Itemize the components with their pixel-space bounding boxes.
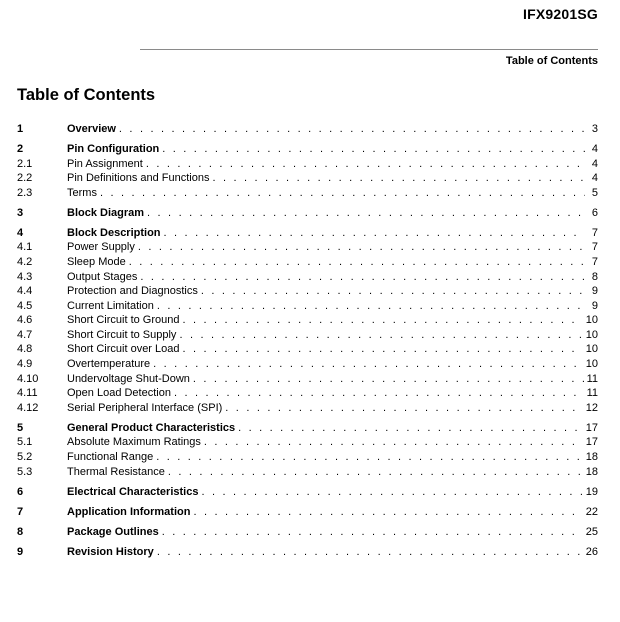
toc-entry-title[interactable]: Terms [67,186,97,199]
toc-entry-page[interactable]: 9 [591,299,598,312]
toc-entry-page[interactable]: 18 [585,465,598,478]
toc-entry-page[interactable]: 4 [591,157,598,170]
toc-section-entry[interactable] [17,386,598,401]
toc-entry-title[interactable]: Functional Range [67,451,154,464]
toc-entry-title[interactable]: Block Diagram [67,206,145,219]
toc-section-entry[interactable] [17,357,598,372]
toc-entry-page[interactable]: 9 [591,285,598,298]
toc-entry-title[interactable]: Short Circuit over Load [67,343,180,356]
toc-dot-leader [193,505,582,520]
toc-dot-leader [179,328,582,343]
toc-dot-leader [140,270,585,285]
toc-chapter-entry[interactable] [17,505,598,520]
toc-dot-leader [174,386,584,401]
toc-entry-page[interactable]: 4 [591,172,598,185]
toc-dot-leader [204,435,583,450]
toc-entry-title[interactable]: Revision History [67,545,154,558]
toc-entry-title[interactable]: Pin Definitions and Functions [67,172,210,185]
toc-dot-leader [201,485,582,500]
toc-entry-number: 5.1 [17,436,33,449]
toc-section-entry[interactable] [17,171,598,186]
toc-dot-leader [238,421,583,436]
toc-section-entry[interactable] [17,255,598,270]
toc-entry-page[interactable]: 12 [585,401,598,414]
toc-dot-leader [157,299,585,314]
toc-section-entry[interactable] [17,270,598,285]
toc-entry-number: 4.3 [17,270,33,283]
header-divider [140,49,598,50]
toc-entry-page[interactable]: 6 [591,206,598,219]
toc-entry-page[interactable]: 10 [585,328,598,341]
toc-chapter-entry[interactable] [17,206,598,221]
toc-entry-title[interactable]: Undervoltage Shut-Down [67,372,190,385]
toc-dot-leader [156,450,583,465]
toc-entry-number: 2.1 [17,157,33,170]
toc-section-entry[interactable] [17,186,598,201]
toc-entry-title[interactable]: Package Outlines [67,525,159,538]
toc-entry-number: 3 [17,206,24,219]
header-section-label: Table of Contents [505,55,598,67]
toc-dot-leader [168,465,583,480]
toc-entry-number: 2.2 [17,172,33,185]
toc-entry-page[interactable]: 7 [591,241,598,254]
document-id: IFX9201SG [523,6,598,22]
toc-entry-title[interactable]: Block Description [67,226,161,239]
toc-entry-title[interactable]: Pin Assignment [67,157,143,170]
toc-section-entry[interactable] [17,435,598,450]
toc-entry-number: 4.5 [17,299,33,312]
toc-entry-page[interactable]: 10 [585,358,598,371]
toc-entry-title[interactable]: Thermal Resistance [67,465,165,478]
toc-chapter-entry[interactable] [17,485,598,500]
toc-entry-number: 9 [17,545,24,558]
toc-entry-title[interactable]: General Product Characteristics [67,421,236,434]
toc-section-entry[interactable] [17,342,598,357]
toc-entry-page[interactable]: 11 [586,387,598,400]
toc-entry-title[interactable]: Output Stages [67,270,138,283]
toc-entry-page[interactable]: 18 [585,451,598,464]
toc-entry-number: 8 [17,525,24,538]
toc-entry-number: 4.7 [17,328,33,341]
toc-entry-page[interactable]: 25 [585,525,598,538]
toc-entry-number: 4.11 [17,387,38,400]
toc-entry-title[interactable]: Pin Configuration [67,142,160,155]
toc-entry-page[interactable]: 22 [585,505,598,518]
toc-entry-number: 5.3 [17,465,33,478]
toc-dot-leader [146,157,585,172]
toc-entry-page[interactable]: 26 [585,545,598,558]
toc-entry-title[interactable]: Absolute Maximum Ratings [67,436,201,449]
toc-entry-page[interactable]: 4 [591,142,598,155]
toc-chapter-entry[interactable] [17,525,598,540]
toc-dot-leader [183,342,583,357]
toc-entry-page[interactable]: 7 [591,255,598,268]
toc-dot-leader [100,186,585,201]
toc-section-entry[interactable] [17,372,598,387]
toc-dot-leader [157,545,583,560]
toc-section-entry[interactable] [17,465,598,480]
toc-entry-page[interactable]: 10 [585,314,598,327]
toc-dot-leader [129,255,585,270]
toc-entry-number: 4.1 [17,241,33,254]
toc-dot-leader [147,206,585,221]
toc-entry-number: 4 [17,226,24,239]
toc-entry-title[interactable]: Overtemperature [67,358,151,371]
toc-dot-leader [138,240,585,255]
toc-dot-leader [164,226,585,241]
toc-entry-title[interactable]: Serial Peripheral Interface (SPI) [67,401,223,414]
toc-entry-title[interactable]: Short Circuit to Ground [67,314,180,327]
toc-entry-number: 6 [17,485,24,498]
toc-entry-title[interactable]: Electrical Characteristics [67,485,199,498]
toc-entry-page[interactable]: 7 [591,226,598,239]
toc-section-entry[interactable] [17,240,598,255]
toc-section-entry[interactable] [17,313,598,328]
toc-entry-number: 7 [17,505,24,518]
toc-entry-number: 5 [17,421,24,434]
toc-section-entry[interactable] [17,157,598,172]
toc-entry-title[interactable]: Open Load Detection [67,387,171,400]
toc-chapter-entry[interactable] [17,421,598,436]
toc-entry-number: 4.4 [17,285,33,298]
toc-entry-page[interactable]: 5 [591,186,598,199]
toc-entry-number: 5.2 [17,451,33,464]
page-title: Table of Contents [17,86,156,104]
toc-entry-title[interactable]: Current Limitation [67,299,154,312]
toc-entry-title[interactable]: Application Information [67,505,191,518]
toc-entry-page[interactable]: 17 [585,436,598,449]
toc-entry-number: 1 [17,123,24,135]
toc-entry-number: 4.10 [17,372,39,385]
toc-chapter-entry[interactable] [17,226,598,241]
toc-dot-leader [225,401,582,416]
toc-entry-number: 4.12 [17,401,39,414]
toc-entry-page[interactable]: 19 [585,485,598,498]
toc-entry-page[interactable]: 10 [585,343,598,356]
toc-entry-page[interactable]: 17 [585,421,598,434]
toc-entry-title[interactable]: Overview [67,123,116,135]
toc-entry-title[interactable]: Power Supply [67,241,135,254]
toc-dot-leader [193,372,584,387]
toc-dot-leader [162,142,585,157]
toc-entry-title[interactable]: Short Circuit to Supply [67,328,177,341]
toc-chapter-entry[interactable] [17,545,598,560]
toc-entry-page[interactable]: 3 [591,123,598,135]
toc-section-entry[interactable] [17,299,598,314]
toc-entry-number: 4.8 [17,343,33,356]
toc-chapter-entry[interactable] [17,122,598,137]
toc-entry-number: 4.9 [17,358,33,371]
toc-entry-page[interactable]: 8 [591,270,598,283]
toc-dot-leader [201,284,585,299]
toc-section-entry[interactable] [17,450,598,465]
toc-chapter-entry[interactable] [17,142,598,157]
toc-entry-page[interactable]: 11 [586,372,598,385]
table-of-contents [17,122,598,559]
toc-entry-title[interactable]: Protection and Diagnostics [67,285,198,298]
toc-section-entry[interactable] [17,284,598,299]
toc-section-entry[interactable] [17,401,598,416]
toc-section-entry[interactable] [17,328,598,343]
toc-dot-leader [162,525,583,540]
toc-dot-leader [153,357,583,372]
toc-entry-number: 2.3 [17,186,33,199]
toc-dot-leader [212,171,585,186]
toc-dot-leader [119,122,585,137]
toc-entry-number: 4.6 [17,314,33,327]
toc-dot-leader [183,313,583,328]
toc-entry-number: 4.2 [17,255,33,268]
toc-entry-number: 2 [17,142,24,155]
toc-entry-title[interactable]: Sleep Mode [67,255,126,268]
